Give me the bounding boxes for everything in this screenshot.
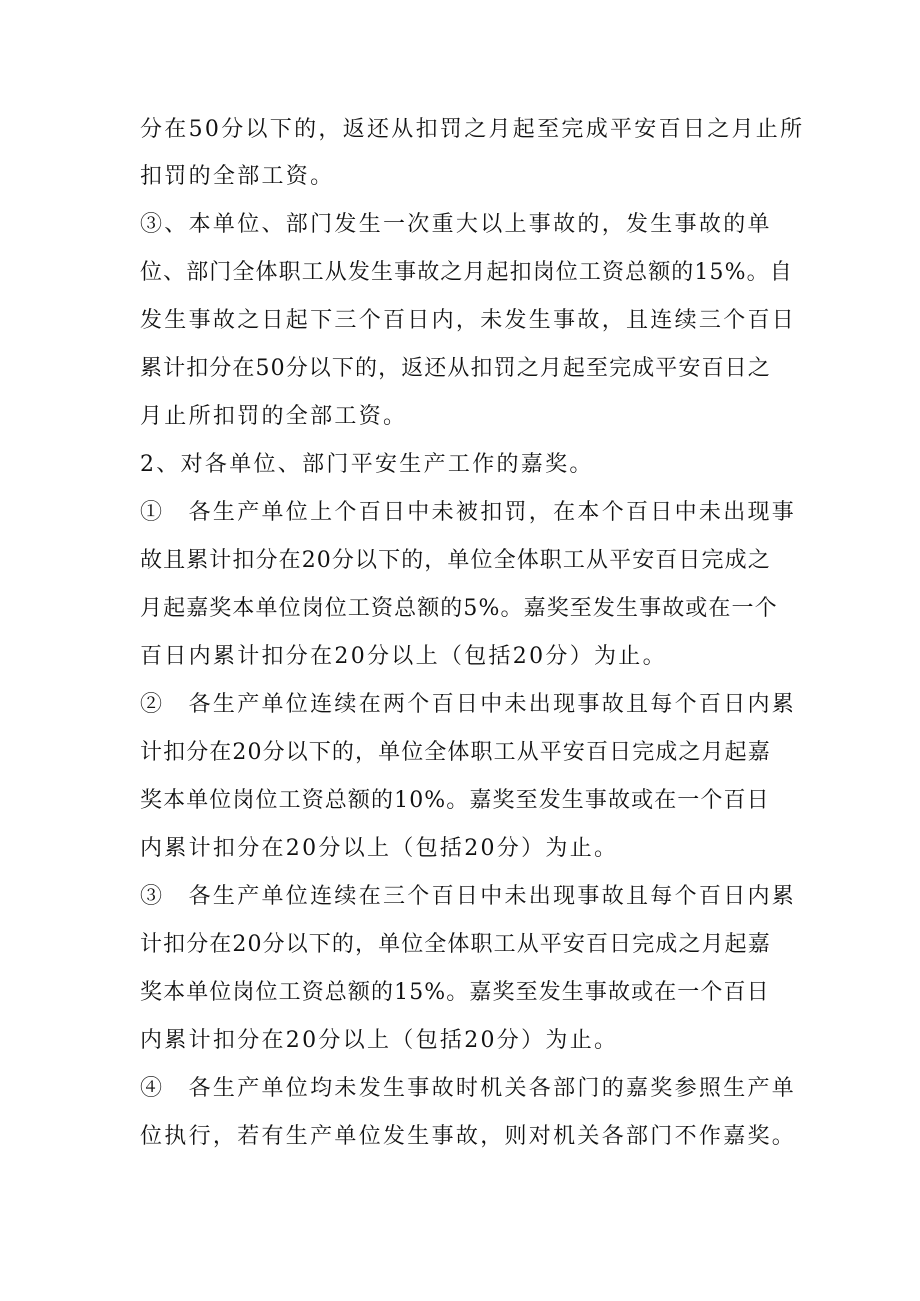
text-line-18: 计扣分在20分以下的，单位全体职工从平安百日完成之月起嘉: [140, 932, 771, 957]
text-line-21: ④ 各生产单位均未发生事故时机关各部门的嘉奖参照生产单: [140, 1076, 797, 1101]
text-line-16: 内累计扣分在20分以上（包括20分）为止。: [140, 836, 619, 861]
text-line-15: 奖本单位岗位工资总额的10%。嘉奖至发生事故或在一个百日: [140, 788, 770, 813]
text-line-3: ③、本单位、部门发生一次重大以上事故的，发生事故的单: [140, 212, 772, 237]
text-line-13: ② 各生产单位连续在两个百日中未出现事故且每个百日内累: [140, 692, 797, 717]
text-line-8: 2、对各单位、部门平安生产工作的嘉奖。: [140, 452, 594, 477]
text-line-6: 累计扣分在50分以下的，返还从扣罚之月起至完成平安百日之: [140, 356, 771, 381]
text-line-17: ③ 各生产单位连续在三个百日中未出现事故且每个百日内累: [140, 884, 797, 909]
text-line-5: 发生事故之日起下三个百日内，未发生事故，且连续三个百日: [140, 308, 797, 333]
text-line-1: 分在50分以下的，返还从扣罚之月起至完成平安百日之月止所: [140, 117, 805, 142]
text-line-12: 百日内累计扣分在20分以上（包括20分）为止。: [140, 644, 667, 669]
text-line-2: 扣罚的全部工资。: [140, 164, 335, 189]
text-line-14: 计扣分在20分以下的，单位全体职工从平安百日完成之月起嘉: [140, 740, 771, 765]
text-line-22: 位执行，若有生产单位发生事故，则对机关各部门不作嘉奖。: [140, 1124, 797, 1149]
text-line-4: 位、部门全体职工从发生事故之月起扣岗位工资总额的15%。自: [140, 260, 793, 285]
text-line-9: ① 各生产单位上个百日中未被扣罚，在本个百日中未出现事: [140, 500, 797, 525]
text-line-20: 内累计扣分在20分以上（包括20分）为止。: [140, 1028, 619, 1053]
text-line-7: 月止所扣罚的全部工资。: [140, 404, 408, 429]
text-line-10: 故且累计扣分在20分以下的，单位全体职工从平安百日完成之: [140, 548, 771, 573]
text-line-11: 月起嘉奖本单位岗位工资总额的5%。嘉奖至发生事故或在一个: [140, 596, 778, 621]
text-line-19: 奖本单位岗位工资总额的15%。嘉奖至发生事故或在一个百日: [140, 980, 770, 1005]
